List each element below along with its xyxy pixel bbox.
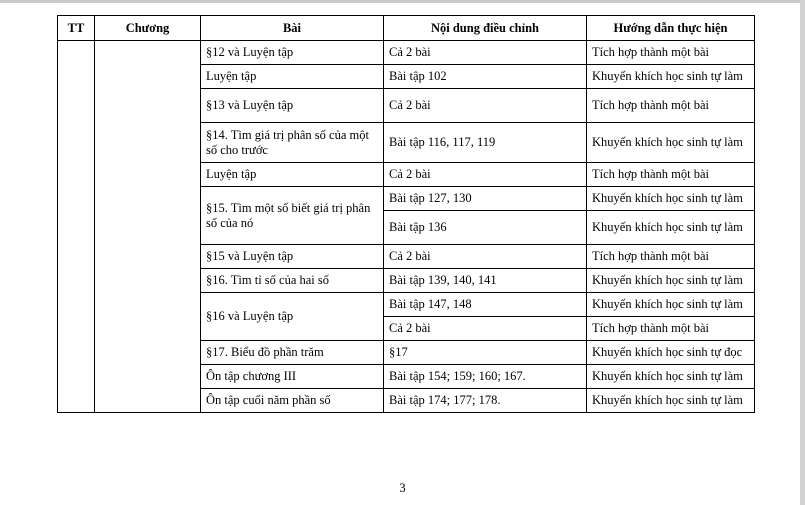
cell-noi-dung: Bài tập 154; 159; 160; 167. [384,365,587,389]
header-chuong: Chương [95,16,201,41]
cell-bai: §16. Tìm tỉ số của hai số [201,269,384,293]
table-header-row [58,16,755,41]
cell-bai: §15. Tìm một số biết giá trị phân số của nó [201,187,384,245]
cell-huong-dan: Tích hợp thành một bài [587,89,755,123]
cell-huong-dan: Khuyến khích học sinh tự làm [587,123,755,163]
cell-noi-dung: Cả 2 bài [384,317,587,341]
cell-bai: §14. Tìm giá trị phân số của một số cho trước [201,123,384,163]
cell-huong-dan: Khuyến khích học sinh tự làm [587,187,755,211]
cell-huong-dan: Khuyến khích học sinh tự làm [587,389,755,413]
cell-noi-dung: Bài tập 136 [384,211,587,245]
cell-noi-dung: Bài tập 127, 130 [384,187,587,211]
cell-bai: §17. Biểu đồ phần trăm [201,341,384,365]
header-tt: TT [58,16,95,41]
cell-bai: Luyện tập [201,65,384,89]
cell-huong-dan: Tích hợp thành một bài [587,41,755,65]
cell-huong-dan: Khuyến khích học sinh tự đọc [587,341,755,365]
cell-noi-dung: Bài tập 102 [384,65,587,89]
page-number: 3 [399,481,406,495]
cell-noi-dung: Cả 2 bài [384,41,587,65]
cell-huong-dan: Khuyến khích học sinh tự làm [587,269,755,293]
cell-noi-dung: Cả 2 bài [384,163,587,187]
cell-huong-dan: Tích hợp thành một bài [587,245,755,269]
cell-huong-dan: Tích hợp thành một bài [587,317,755,341]
cell-noi-dung: Bài tập 116, 117, 119 [384,123,587,163]
header-bai: Bài [201,16,384,41]
adjustment-table [57,15,755,413]
cell-huong-dan: Khuyến khích học sinh tự làm [587,65,755,89]
cell-noi-dung: Cả 2 bài [384,89,587,123]
viewer-right-edge [800,0,805,505]
cell-huong-dan: Khuyến khích học sinh tự làm [587,293,755,317]
header-huong-dan: Hướng dẫn thực hiện [587,16,755,41]
cell-bai: §12 và Luyện tập [201,41,384,65]
cell-huong-dan: Khuyến khích học sinh tự làm [587,211,755,245]
cell-bai: §16 và Luyện tập [201,293,384,341]
cell-bai: Luyện tập [201,163,384,187]
cell-noi-dung: Bài tập 174; 177; 178. [384,389,587,413]
cell-bai: Ôn tập chương III [201,365,384,389]
cell-noi-dung: Bài tập 139, 140, 141 [384,269,587,293]
document-page [0,3,800,505]
cell-huong-dan: Khuyến khích học sinh tự làm [587,365,755,389]
cell-noi-dung: Cả 2 bài [384,245,587,269]
cell-bai: Ôn tập cuối năm phần số [201,389,384,413]
cell-bai: §13 và Luyện tập [201,89,384,123]
cell-huong-dan: Tích hợp thành một bài [587,163,755,187]
header-noi-dung: Nội dung điều chỉnh [384,16,587,41]
cell-noi-dung: Bài tập 147, 148 [384,293,587,317]
table-row [58,41,755,65]
cell-noi-dung: §17 [384,341,587,365]
cell-bai: §15 và Luyện tập [201,245,384,269]
cell-chuong [95,41,201,413]
cell-tt [58,41,95,413]
